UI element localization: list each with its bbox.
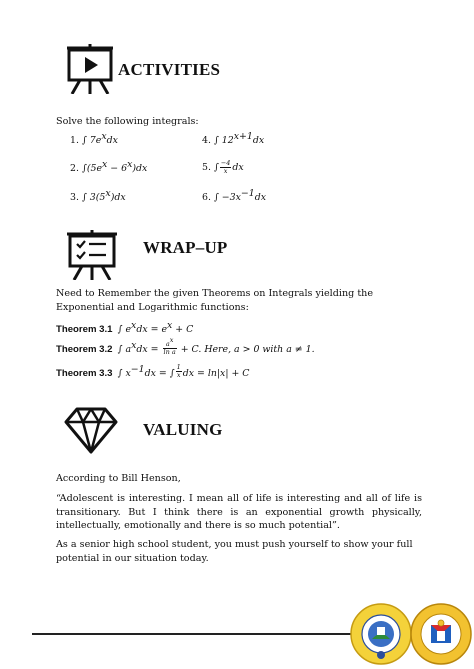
theorem-3-2: Theorem 3.2 ∫ $a^xdx$ = $\frac{a^x}{\text{ln a}}$ + C. Here, a > 0 with a ≠ 1. (56, 335, 315, 356)
activities-title: ACTIVITIES (118, 60, 221, 79)
activities-instruction: Solve the following integrals: (56, 116, 199, 127)
integral-item-5: 5. ∫ $\frac{-4}{x}$ dx (202, 159, 244, 175)
wrapup-checklist-icon (66, 230, 118, 280)
integral-item-3: 3. ∫ 3(5$^x$)dx (70, 188, 126, 203)
integral-item-4: 4. ∫ $12^{x+1}dx$ (202, 131, 265, 146)
valuing-title: VALUING (143, 420, 223, 439)
integral-item-2: 2. $\int(5e^x - 6^x)dx$ (70, 159, 148, 174)
footer-divider (32, 633, 352, 635)
pasig-city-seal-logo (410, 603, 472, 665)
integral-list (70, 131, 330, 210)
valuing-attribution: According to Bill Henson, (56, 473, 181, 484)
theorem-3-3: Theorem 3.3 ∫ $x^{-1}dx$ = ∫ $\frac{1}{x}$ dx = ln|x| + C (56, 363, 250, 379)
integral-item-6: 6. ∫ $-3x^{-1}dx$ (202, 188, 267, 203)
diamond-icon (64, 406, 118, 454)
valuing-closing: As a senior high school student, you must push yourself to show your full potential in our situation today. (56, 539, 413, 564)
division-seal-logo (350, 603, 412, 665)
valuing-quote: “Adolescent is interesting. I mean all of life is interesting and all of life is transitionary. But I think there is an exponential growth physically, intellectually, emotionally and there is so much potential”. (56, 493, 422, 531)
integral-item-1: 1. ∫ $7e^xdx$ (70, 131, 118, 146)
theorem-3-1: Theorem 3.1 ∫ $e^xdx = e^x + C$ (56, 320, 194, 335)
wrapup-title: WRAP–UP (143, 238, 228, 257)
activities-icon (66, 44, 114, 94)
wrapup-intro: Need to Remember the given Theorems on Integrals yielding the Exponential and Logarithmic functions: (56, 288, 374, 313)
